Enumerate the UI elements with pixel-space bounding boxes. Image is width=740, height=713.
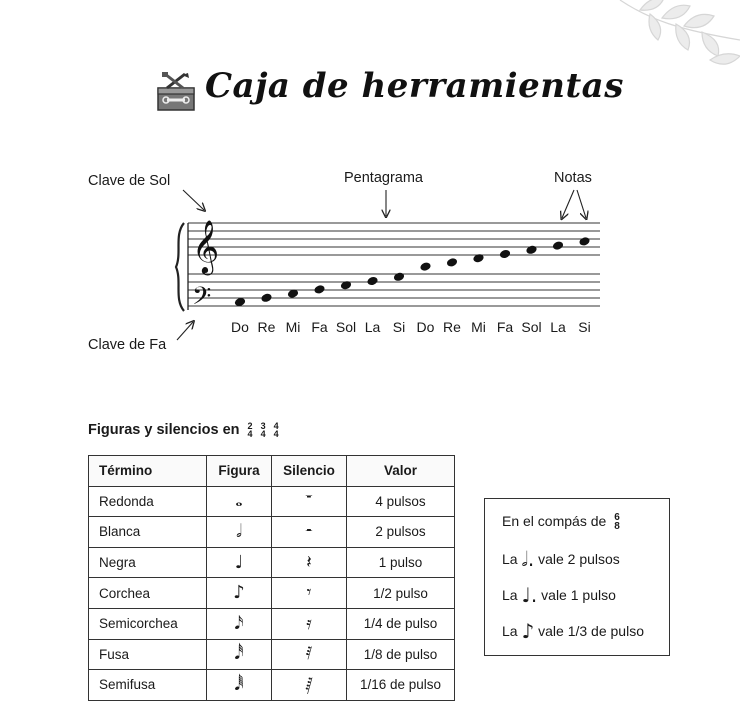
- time-signature-6-8: 6 8: [614, 512, 620, 533]
- compas-intro: En el compás de 6 8: [502, 512, 620, 533]
- table-row: [89, 670, 455, 701]
- cell-rest: 𝄿: [272, 608, 347, 639]
- note-head: [419, 261, 431, 272]
- dotted-half-note-icon: 𝅗𝅥.: [521, 547, 535, 571]
- compas-line-3: La ♪ vale 1/3 de pulso: [502, 619, 644, 643]
- table-row: [89, 639, 455, 670]
- staff-lines: [188, 223, 600, 306]
- header-term: Término: [89, 456, 207, 487]
- clave-sol-label: Clave de Sol: [88, 173, 171, 189]
- figures-heading: [88, 422, 279, 438]
- cell-figure: ♪: [207, 578, 272, 609]
- compas-line-1: La 𝅗𝅥. vale 2 pulsos: [502, 547, 620, 571]
- bass-clef-icon: 𝄢: [192, 282, 212, 317]
- cell-figure: 𝅘𝅥𝅯: [207, 608, 272, 639]
- compas-6-8-box: [484, 498, 670, 656]
- note-head: [446, 257, 458, 268]
- cell-rest: 𝄽: [272, 547, 347, 578]
- cell-rest: 𝄻: [272, 486, 347, 517]
- cell-value: 2 pulsos: [347, 517, 455, 548]
- time-signature-2-4: 2 4: [247, 421, 253, 440]
- note-name-label: Re: [257, 319, 276, 335]
- note-head: [552, 240, 564, 251]
- cell-term: Negra: [89, 547, 207, 578]
- cell-term: Fusa: [89, 639, 207, 670]
- cell-figure: 𝅝: [207, 486, 272, 517]
- toolbox-icon: [155, 72, 197, 112]
- cell-term: Blanca: [89, 517, 207, 548]
- table-row: [89, 517, 455, 548]
- clave-fa-label: Clave de Fa: [88, 337, 167, 353]
- cell-value: 4 pulsos: [347, 486, 455, 517]
- grand-staff: [170, 195, 610, 335]
- dotted-quarter-note-icon: ♩.: [521, 583, 538, 607]
- treble-clef-icon: 𝄞: [192, 219, 220, 273]
- cell-term: Redonda: [89, 486, 207, 517]
- note-head: [340, 280, 352, 291]
- time-signature-4-4: 4 4: [273, 421, 279, 440]
- cell-rest: 𝄾: [272, 578, 347, 609]
- brace: [176, 223, 184, 311]
- table-row: [89, 486, 455, 517]
- note-head: [393, 271, 405, 282]
- cell-term: Semifusa: [89, 670, 207, 701]
- figures-heading-text: Figuras y silencios en: [88, 422, 240, 438]
- note-head: [472, 253, 484, 264]
- note-name-label: Mi: [285, 319, 301, 335]
- note-name-label: La: [550, 319, 566, 335]
- note-name-label: Fa: [311, 319, 328, 335]
- note-head: [525, 244, 537, 255]
- compas-line-2: La ♩. vale 1 pulso: [502, 583, 616, 607]
- note-name-label: Do: [416, 319, 435, 335]
- note-name-label: Fa: [496, 319, 514, 335]
- note-head: [499, 249, 511, 260]
- header-figure: Figura: [207, 456, 272, 487]
- table-row: [89, 547, 455, 578]
- cell-value: 1/16 de pulso: [347, 670, 455, 701]
- pentagrama-label: Pentagrama: [344, 170, 423, 186]
- table-header-row: [89, 456, 455, 487]
- cell-figure: 𝅘𝅥𝅰: [207, 639, 272, 670]
- cell-rest: 𝅀: [272, 639, 347, 670]
- note-name-label: La: [364, 319, 381, 335]
- cell-figure: 𝅘𝅥𝅱: [207, 670, 272, 701]
- notas-label: Notas: [554, 170, 592, 186]
- table-row: [89, 608, 455, 639]
- page-title: Caja de herramientas: [205, 66, 624, 106]
- figures-table: [88, 455, 455, 701]
- note-name-label: Mi: [471, 319, 486, 335]
- cell-term: Semicorchea: [89, 608, 207, 639]
- eighth-note-icon: ♪: [521, 619, 535, 643]
- note-head: [578, 236, 590, 247]
- cell-value: 1/2 pulso: [347, 578, 455, 609]
- note-head: [366, 276, 378, 287]
- note-name-label: Si: [392, 319, 406, 335]
- time-signature-3-4: 3 4: [260, 421, 266, 440]
- cell-value: 1/8 de pulso: [347, 639, 455, 670]
- cell-rest: 𝅁: [272, 670, 347, 701]
- table-row: [89, 578, 455, 609]
- note-name-label: Sol: [521, 319, 542, 335]
- cell-figure: 𝅗𝅥: [207, 517, 272, 548]
- note-head: [260, 292, 272, 303]
- note-name-label: Sol: [335, 319, 357, 335]
- cell-term: Corchea: [89, 578, 207, 609]
- note-head: [313, 284, 325, 295]
- note-name-label: Re: [443, 319, 461, 335]
- cell-rest: 𝄼: [272, 517, 347, 548]
- note-name-label: Si: [578, 319, 591, 335]
- cell-value: 1/4 de pulso: [347, 608, 455, 639]
- header-rest: Silencio: [272, 456, 347, 487]
- note-name-label: Do: [231, 319, 249, 335]
- cell-figure: ♩: [207, 547, 272, 578]
- header-value: Valor: [347, 456, 455, 487]
- cell-value: 1 pulso: [347, 547, 455, 578]
